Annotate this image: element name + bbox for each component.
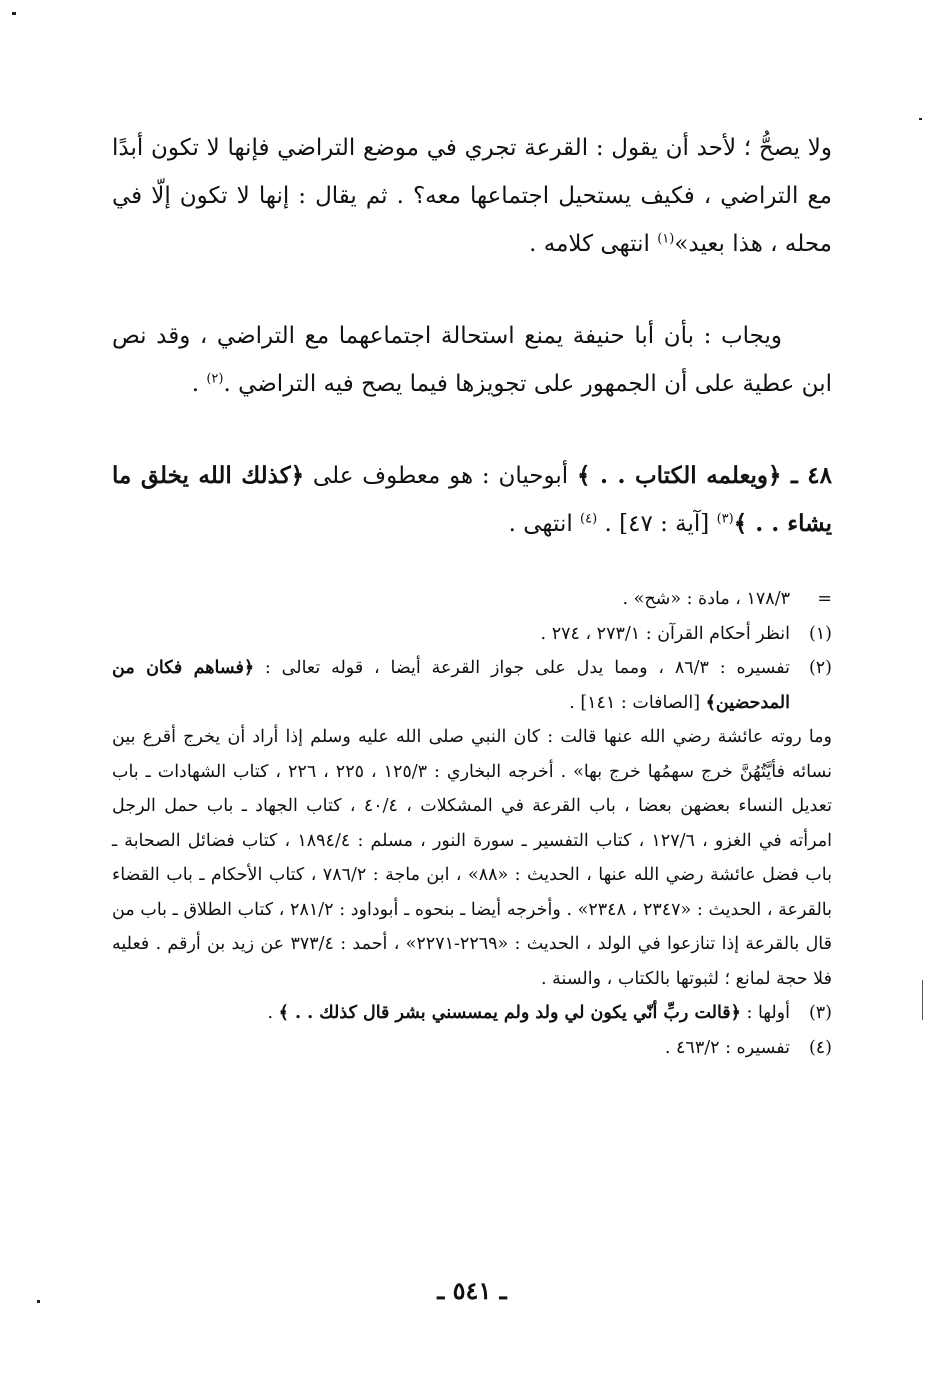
paragraph-response [112, 312, 832, 408]
footnotes-section [112, 582, 832, 1065]
footnote-text-part: تفسيره : ٨٦/٣ ، ومما يدل على جواز القرعة أيضا ، قوله تعالى : [254, 658, 790, 678]
quran-quote: ﴿فساهم فكان من المدحضين﴾ [112, 658, 790, 713]
footnote-ref[interactable]: (٢) [206, 371, 224, 387]
footnote-text: ١٧٨/٣ ، مادة : «شح» . [622, 589, 790, 609]
verse-heading: ٤٨ ـ ﴿ويعلمه الكتاب . . ﴾ [576, 462, 832, 489]
footnote-text: تفسيره : ٤٦٣/٢ . [664, 1037, 790, 1058]
paragraph-text: ولا يصحُّ ؛ لأحد أن يقول : القرعة تجري في موضع التراضي فإنها لا تكون أبدًا مع التراضي ، فكيف يستحيل اجتماعها معه؟ . ثم يقال : إنها لا تكون إلّا في محله ، هذا بعيد» [112, 135, 832, 257]
footnote-text: انظر أحكام القرآن : ٢٧٣/١ ، ٢٧٤ . [540, 623, 790, 644]
footnote-3 [112, 996, 832, 1031]
paragraph-text: ويجاب : بأن أبا حنيفة يمنع استحالة اجتماعهما مع التراضي ، وقد نص ابن عطية على أن الجمهور على تجويزها فيما يصح فيه التراضي . [112, 323, 832, 397]
paragraph-text: انتهى . [508, 511, 581, 537]
footnote-mark: = [817, 589, 832, 609]
footnote-mark: (٣) [808, 1003, 832, 1023]
footnote-ref[interactable]: (٣) [716, 511, 734, 527]
footnote-mark: (١) [808, 623, 832, 644]
footnote-mark: (٢) [808, 658, 832, 678]
verse-quote: ﴿كذلك الله يخلق ما يشاء . . ﴾ [112, 462, 832, 537]
page-number: ـ ٥٤١ ـ [437, 1276, 507, 1305]
paragraph-text: . [191, 371, 207, 397]
footnote-text [112, 651, 790, 720]
footnote-ref[interactable]: (١) [657, 231, 675, 247]
footnote-1 [112, 617, 832, 652]
footnote-text-part: [الصافات : ١٤١] . [569, 692, 706, 713]
paragraph-text: انتهى كلامه . [529, 231, 658, 257]
paragraph-quote-end [112, 124, 832, 268]
paragraph-verse-48 [112, 452, 832, 548]
quran-quote: ﴿قالت ربِّ أنّي يكون لي ولد ولم يمسسني بشر قال كذلك . . ﴾ [278, 1003, 741, 1023]
footnote-text-part: . [267, 1003, 279, 1023]
footnote-mark: (٤) [808, 1037, 832, 1058]
footnote-text-part: أولها : [740, 1003, 790, 1023]
paragraph-text: أبوحيان : هو معطوف على [304, 463, 577, 489]
footnote-text [112, 996, 790, 1031]
footnote-4 [112, 1031, 832, 1066]
footnote-2 [112, 651, 832, 720]
footnote-continuation [112, 582, 832, 617]
ayah-reference: [آية : ٤٧] . [597, 511, 717, 537]
footnote-ref[interactable]: (٤) [580, 511, 598, 527]
scan-speck [919, 118, 922, 120]
scan-speck [12, 12, 16, 15]
footnote-2-continuation: وما روته عائشة رضي الله عنها قالت : كان النبي صلى الله عليه وسلم إذا أراد أن يخرج أقرع بين نسائه فأيَّتُهُنَّ خرج سهمُها خرج بها» . أخرجه البخاري : ١٢٥/٣ ، ٢٢٥ ، ٢٢٦ ، كتاب الشهادات ـ باب تعديل النساء بعضهن بعضا ، باب القرعة في المشكلات ، ٤٠/٤ ، كتاب الجهاد ـ باب حمل الرجل امرأته في الغزو ، ١٢٧/٦ ، كتاب التفسير ـ سورة النور ، مسلم : ١٨٩٤/٤ ، كتاب فضائل الصحابة ـ باب فضل عائشة رضي الله عنها ، الحديث : «٨٨» ، ابن ماجة : ٧٨٦/٢ ، كتاب الأحكام ـ باب القضاء بالقرعة ، الحديث : «٢٣٤٧ ، ٢٣٤٨» . وأخرجه أيضا ـ بنحوه ـ أبوداود : ٢٨١/٢ ، كتاب الطلاق ـ باب من قال بالقرعة إذا تنازعوا في الولد ، الحديث : «٢٢٦٩-٢٢٧١» ، أحمد : ٣٧٣/٤ عن زيد بن أرقم . فعليه فلا حجة لمانع ؛ لثبوتها بالكتاب ، والسنة . [112, 727, 833, 989]
scan-speck [922, 980, 923, 1020]
